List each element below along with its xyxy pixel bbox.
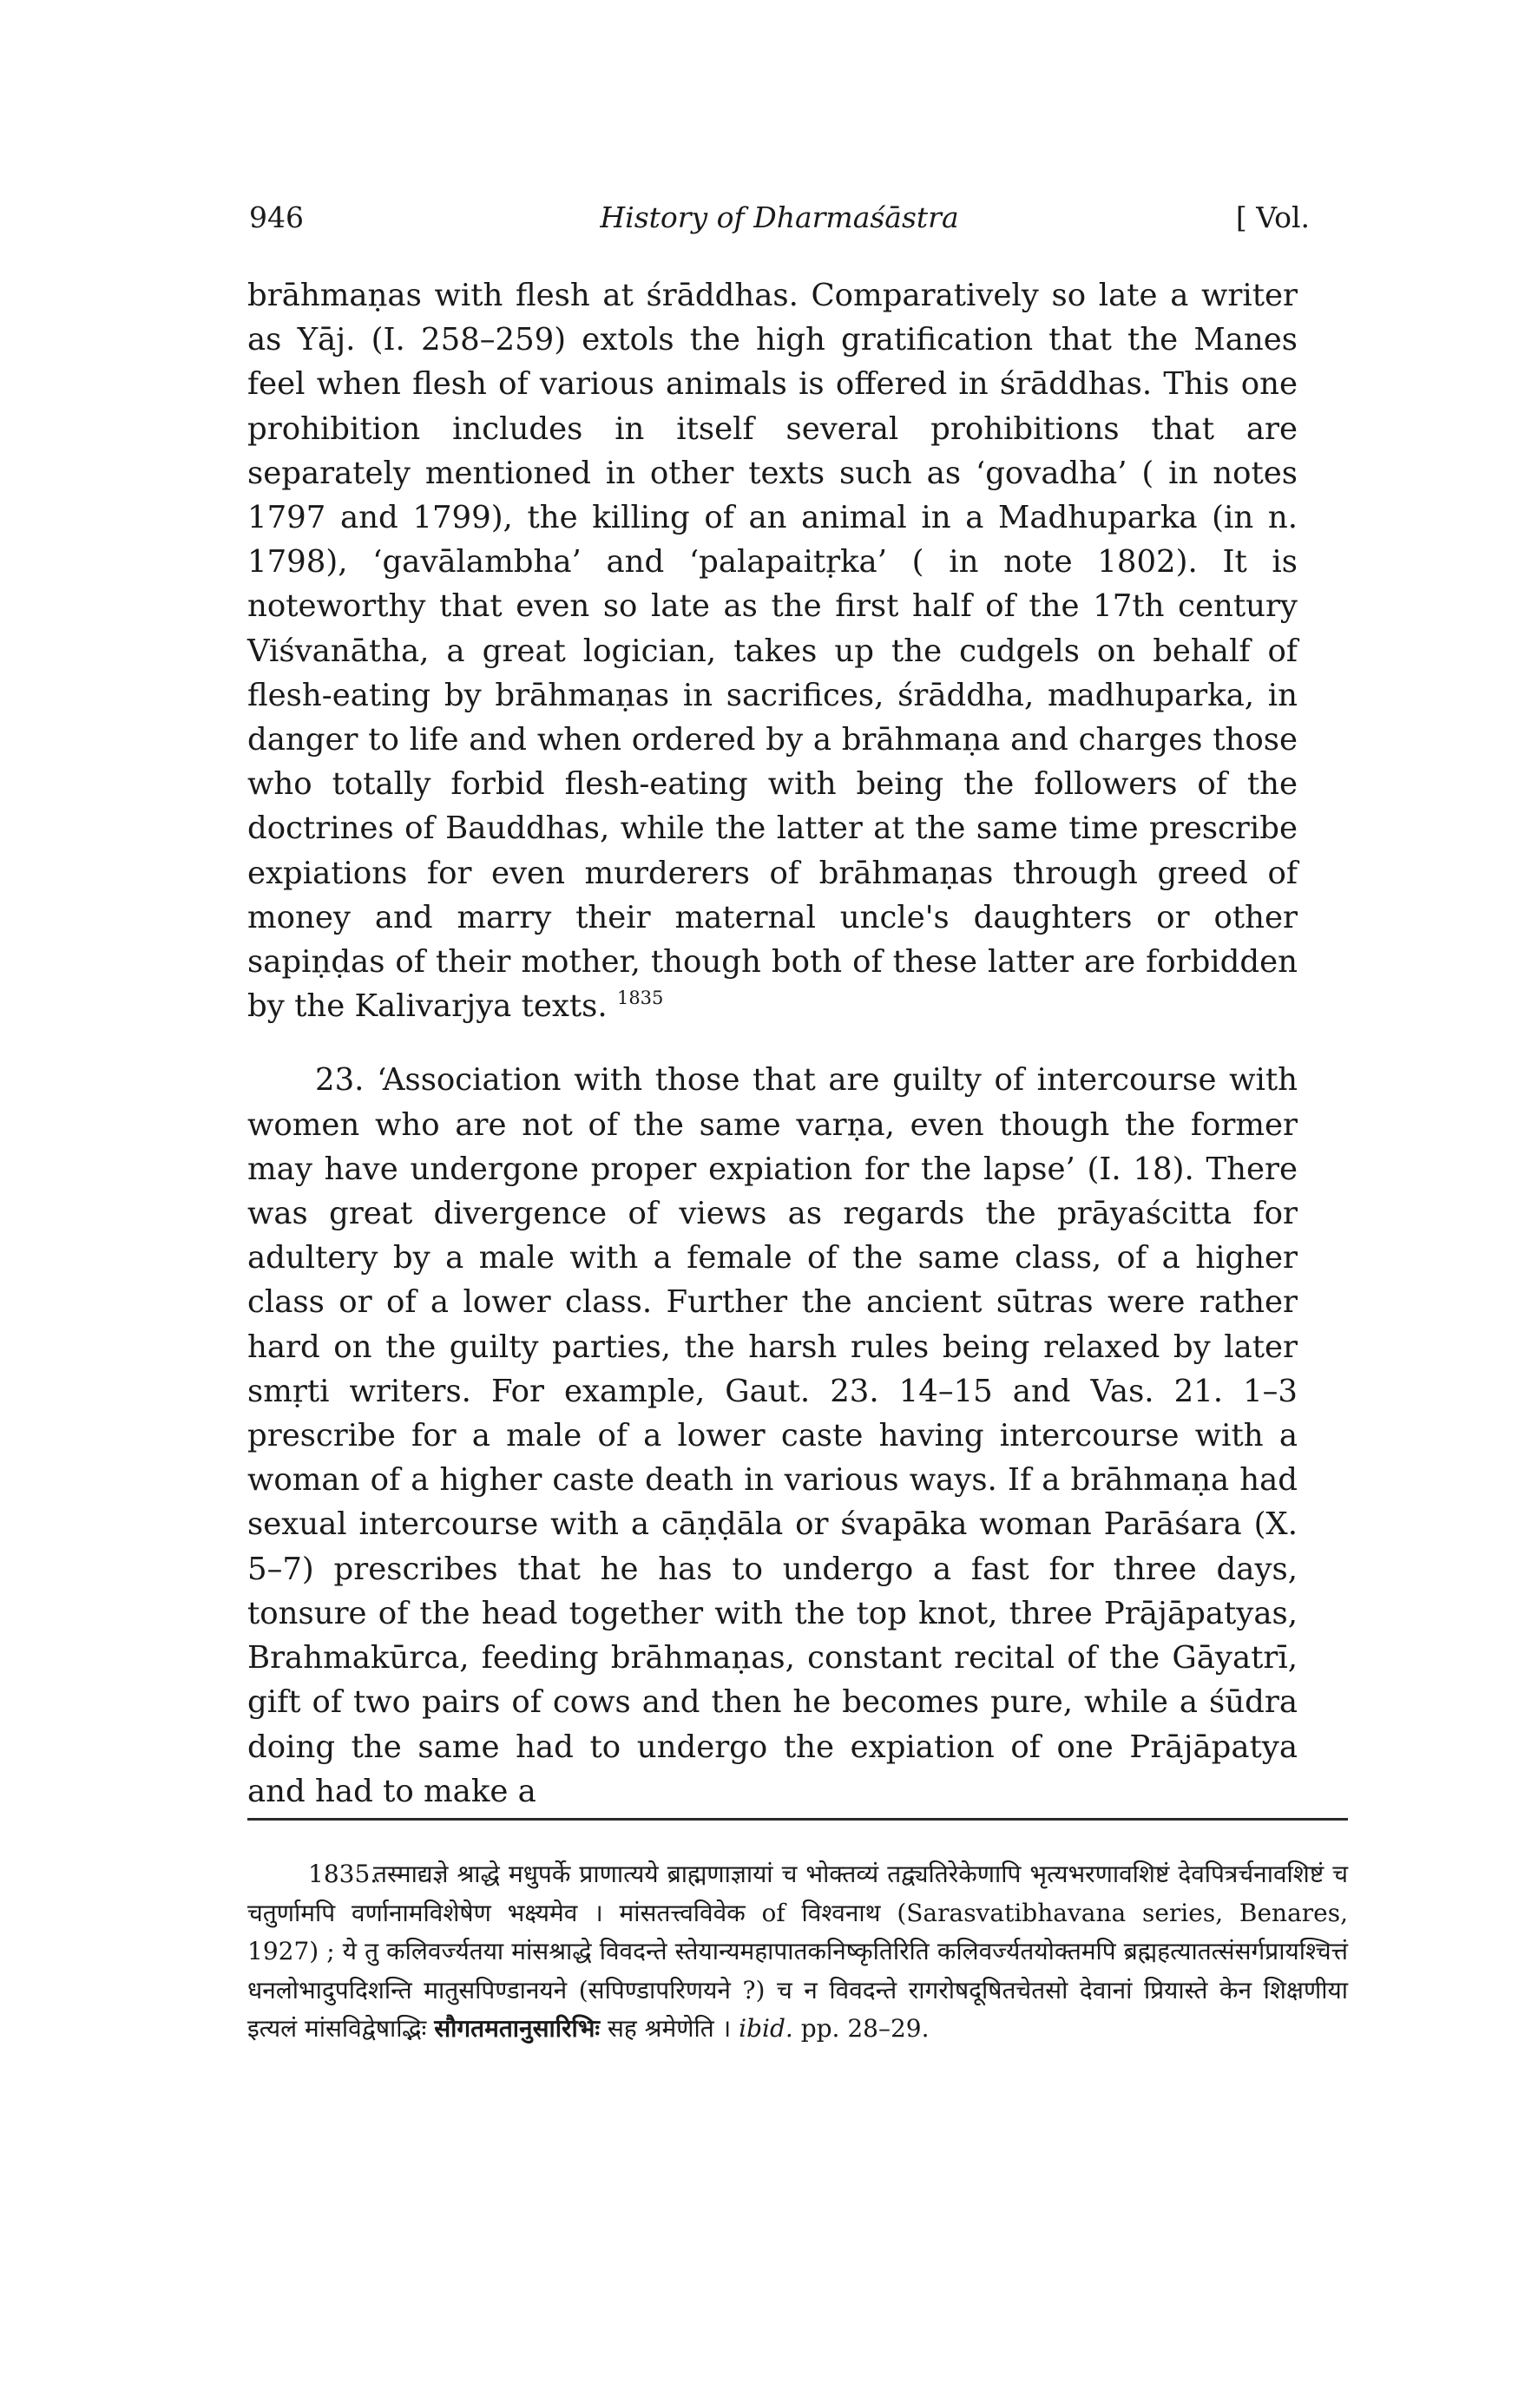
page-header [249,196,1310,239]
paragraph-2: 23. ‘Association with those that are guilty of intercourse with women who are not of the same varṇa, even though the former may have undergone proper expiation for the lapse’ (I. 18). There was great divergence of views as regards the prāyaścitta for adultery by a male with a female of the same class, of a higher class or of a lower class. Further the ancient sūtras were rather hard on the guilty parties, the harsh rules being relaxed by later smṛti writers. For example, Gaut. 23. 14–15 and Vas. 21. 1–3 prescribe for a male of a lower caste having intercourse with a woman of a higher caste death in various ways. If a brāhmaṇa had sexual intercourse with a cāṇḍāla or śvapāka woman Parāśara (X. 5–7) prescribes that he has to undergo a fast for three days, tonsure of the head together with the top knot, three Prājāpatyas, Brahmakūrca, feeding brāhmaṇas, constant recital of the Gāyatrī, gift of two pairs of cows and then he becomes pure, while a śūdra doing the same had to undergo the expiation of one Prājāpatya and had to make a [247,1062,1298,1809]
body-text [247,273,1298,1814]
footnote-divider [247,1818,1348,1821]
page-number: 946 [249,200,304,234]
running-title: History of Dharmaśāstra [600,200,959,234]
footnote-reference: 1835 [616,987,664,1009]
footnote-number: 1835. [308,1860,378,1888]
footnote-series: (Sarasvatibhavana series, Benares, 1927) ; [247,1898,1348,1965]
footnote-ibid: ibid. [739,2014,793,2043]
footnote-sanskrit-1: तस्माद्यज्ञे श्राद्धे मधुपर्के प्राणात्यये ब्राह्मणाज्ञायां च भोक्तव्यं तद्व्यतिरेकेणापि भृत्यभरणावशिष्टं देवपित्रर्चनावशिष्टं च चतुर्णामपि वर्णानामविशेषेण भक्ष्यमेव । मांसतत्त्वविवेक of विश्वनाथ [247,1860,1348,1927]
footnote-sanskrit-3: सह श्रमेणेति । [607,2014,732,2043]
footnote-1835 [247,1855,1348,2049]
footnote-sanskrit-2: ये तु कलिवर्ज्यतया मांसश्राद्धे विवदन्ते स्तेयान्यमहापातकनिष्कृतिरिति कलिवर्ज्यतयोक्तमपि ब्रह्महत्यातत्संसर्गप्रायश्चित्तं धनलोभादुपदिशन्ति मातुसपिण्डानयने (सपिण्डापरिणयने ?) च न विवदन्ते रागरोषदूषितचेतसो देवानां प्रियास्ते केन शिक्षणीया इत्यलं मांसविद्वेषाद्भिः [247,1937,1348,2043]
footnote-sanskrit-bold: सौगतमतानुसारिभिः [434,2014,601,2043]
volume-label: [ Vol. [1235,200,1310,234]
footnote-pages: pp. 28–29. [800,2014,930,2043]
paragraph-1-text: brāhmaṇas with flesh at śrāddhas. Comparatively so late a writer as Yāj. (I. 258–259) extols the high gratification that the Manes feel when flesh of various animals is offered in śrāddhas. This one prohibition includes in itself several prohibitions that are separately mentioned in other texts such as ‘govadha’ ( in notes 1797 and 1799), the killing of an animal in a Madhuparka (in n. 1798), ‘gavālambha’ and ‘palapaitṛka’ ( in note 1802). It is noteworthy that even so late as the first half of the 17th century Viśvanātha, a great logician, takes up the cudgels on behalf of flesh-eating by brāhmaṇas in sacrifices, śrāddha, madhuparka, in danger to life and when ordered by a brāhmaṇa and charges those who totally forbid flesh-eating with being the followers of the doctrines of Bauddhas, while the latter at the same time prescribe expiations for even murderers of brāhmaṇas through greed of money and marry their maternal uncle's daughters or other sapiṇḍas of their mother, though both of these latter are forbidden by the Kalivarjya texts. [247,278,1298,1025]
paragraph-1 [247,273,1298,1028]
